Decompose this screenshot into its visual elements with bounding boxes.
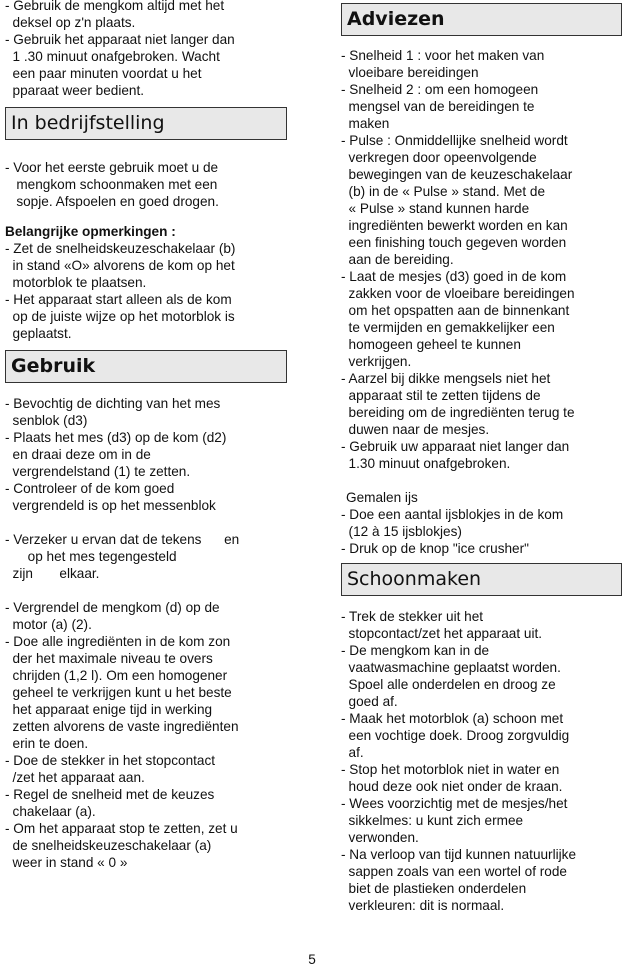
text-line: het apparaat enige tijd in werking [5, 702, 213, 717]
page-number: 5 [308, 952, 316, 967]
text-line: - De mengkom kan in de [341, 643, 490, 658]
text-line: weer in stand « 0 » [5, 855, 128, 870]
text-line: sopje. Afspoelen en goed drogen. [5, 194, 219, 209]
remarks-heading: Belangrijke opmerkingen : [5, 224, 176, 239]
text-line: bewegingen van de keuzeschakelaar [341, 167, 573, 182]
text-line: bereiding om de ingrediënten terug te [341, 405, 575, 420]
usage-text-b [5, 531, 287, 582]
text-line: vergrendelstand (1) te zetten. [5, 464, 191, 479]
text-line: biet de plastieken onderdelen [341, 881, 527, 896]
text-line: 1.30 minuut onafgebroken. [341, 456, 511, 471]
text-line: erin te doen. [5, 736, 89, 751]
text-line: - Het apparaat start alleen als de kom [5, 292, 232, 307]
text-line: sappen zoals van een wortel of rode [341, 864, 567, 879]
text-line: - Pulse : Onmiddellijke snelheid wordt [341, 133, 568, 148]
text-line: mengsel van de bereidingen te [341, 99, 535, 114]
text-line: te vermijden en gemakkelijker een [341, 320, 555, 335]
text-line: - Doe een aantal ijsblokjes in de kom [341, 507, 564, 522]
section-heading-adviezen: Adviezen [341, 3, 622, 36]
text-line: verwonden. [341, 830, 419, 845]
text-line: - Plaats het mes (d3) op de kom (d2) [5, 430, 227, 445]
text-line: zijn elkaar. [5, 566, 100, 581]
text-line: chrijden (1,2 l). Om een homogener [5, 668, 228, 683]
text-line: - Controleer of de kom goed [5, 481, 175, 496]
text-line: - Gebruik de mengkom altijd met het [5, 0, 225, 13]
text-line: een paar minuten voordat u het [5, 66, 202, 81]
text-line: om het opspatten aan de binnenkant [341, 303, 570, 318]
text-line: verkleuren: dit is normaal. [341, 898, 505, 913]
text-line: - Voor het eerste gebruik moet u de [5, 160, 219, 175]
ice-heading: Gemalen ijs [346, 490, 418, 505]
text-line: aan de bereiding. [341, 252, 454, 267]
text-line: - Stop het motorblok niet in water en [341, 762, 560, 777]
right-column [341, 0, 622, 914]
text-line: - Zet de snelheidskeuzeschakelaar (b) [5, 241, 236, 256]
text-line: mengkom schoonmaken met een [5, 177, 218, 192]
text-line: vloeibare bereidingen [341, 65, 479, 80]
text-line: - Maak het motorblok (a) schoon met [341, 711, 564, 726]
text-line: - Wees voorzichtig met de mesjes/het [341, 796, 568, 811]
usage-text-c [5, 599, 287, 871]
text-line: - Gebruik het apparaat niet langer dan [5, 32, 235, 47]
advice-text [341, 47, 622, 472]
text-line: af. [341, 745, 364, 760]
text-line: geplaatst. [5, 326, 72, 341]
text-line: - Doe alle ingrediënten in de kom zon [5, 634, 231, 649]
text-line: duwen naar de mesjes. [341, 422, 490, 437]
text-line: - Aarzel bij dikke mengsels niet het [341, 371, 551, 386]
text-line: - Trek de stekker uit het [341, 609, 484, 624]
ice-text [341, 506, 622, 557]
text-line: - Bevochtig de dichting van het mes [5, 396, 221, 411]
text-line: vaatwasmachine geplaatst worden. [341, 660, 561, 675]
text-line: - Regel de snelheid met de keuzes [5, 787, 215, 802]
left-column [5, 0, 287, 871]
text-line: zakken voor de vloeibare bereidingen [341, 286, 575, 301]
text-line: (b) in de « Pulse » stand. Met de [341, 184, 546, 199]
text-line: goed af. [341, 694, 398, 709]
text-line: motor (a) (2). [5, 617, 92, 632]
text-line: verkregen door opeenvolgende [341, 150, 537, 165]
text-line: houd deze ook niet onder de kraan. [341, 779, 563, 794]
text-line: op de juiste wijze op het motorblok is [5, 309, 235, 324]
section-heading-in-bedrijfstelling: In bedrijfstelling [5, 107, 287, 140]
text-line: sikkelmes: u kunt zich ermee [341, 813, 524, 828]
text-line: vergrendeld is op het messenblok [5, 498, 216, 513]
text-line: en draai deze om in de [5, 447, 151, 462]
text-line: op het mes tegengesteld [5, 549, 177, 564]
text-line: « Pulse » stand kunnen harde [341, 201, 530, 216]
section-heading-schoonmaken: Schoonmaken [341, 563, 622, 596]
startup-text [5, 159, 287, 210]
text-line: homogeen geheel te kunnen [341, 337, 521, 352]
text-line: - Snelheid 2 : om een homogeen [341, 82, 539, 97]
text-line: stopcontact/zet het apparaat uit. [341, 626, 543, 641]
text-line: verkrijgen. [341, 354, 412, 369]
text-line: /zet het apparaat aan. [5, 770, 145, 785]
text-line: - Snelheid 1 : voor het maken van [341, 48, 545, 63]
text-line: - Laat de mesjes (d3) goed in de kom [341, 269, 567, 284]
text-line: - Verzeker u ervan dat de tekens en [5, 532, 240, 547]
text-line: een vochtige doek. Droog zorgvuldig [341, 728, 570, 743]
text-line: ingrediënten bewerkt worden en kan [341, 218, 568, 233]
text-line: in stand «O» alvorens de kom op het [5, 258, 235, 273]
text-line: der het maximale niveau te overs [5, 651, 213, 666]
section-heading-gebruik: Gebruik [5, 350, 287, 383]
text-line: geheel te verkrijgen kunt u het beste [5, 685, 232, 700]
text-line: Spoel alle onderdelen en droog ze [341, 677, 556, 692]
cleaning-text [341, 608, 622, 914]
remarks-text [5, 240, 287, 342]
text-line: 1 .30 minuut onafgebroken. Wacht [5, 49, 220, 64]
text-line: apparaat stil te zetten tijdens de [341, 388, 541, 403]
text-line: deksel op z'n plaats. [5, 15, 136, 30]
text-line: (12 à 15 ijsblokjes) [341, 524, 462, 539]
text-line: senblok (d3) [5, 413, 88, 428]
text-line: - Om het apparaat stop te zetten, zet u [5, 821, 238, 836]
text-line: motorblok te plaatsen. [5, 275, 147, 290]
text-line: een finishing touch gegeven worden [341, 235, 567, 250]
intro-text [5, 0, 287, 99]
text-line: maken [341, 116, 390, 131]
text-line: - Doe de stekker in het stopcontact [5, 753, 216, 768]
text-line: - Na verloop van tijd kunnen natuurlijke [341, 847, 577, 862]
text-line: chakelaar (a). [5, 804, 96, 819]
text-line: zetten alvorens de vaste ingrediënten [5, 719, 239, 734]
text-line: pparaat weer bedient. [5, 83, 145, 98]
text-line: de snelheidskeuzeschakelaar (a) [5, 838, 212, 853]
text-line: - Vergrendel de mengkom (d) op de [5, 600, 220, 615]
text-line: - Druk op de knop "ice crusher" [341, 541, 529, 556]
text-line: - Gebruik uw apparaat niet langer dan [341, 439, 570, 454]
usage-text-a [5, 395, 287, 514]
